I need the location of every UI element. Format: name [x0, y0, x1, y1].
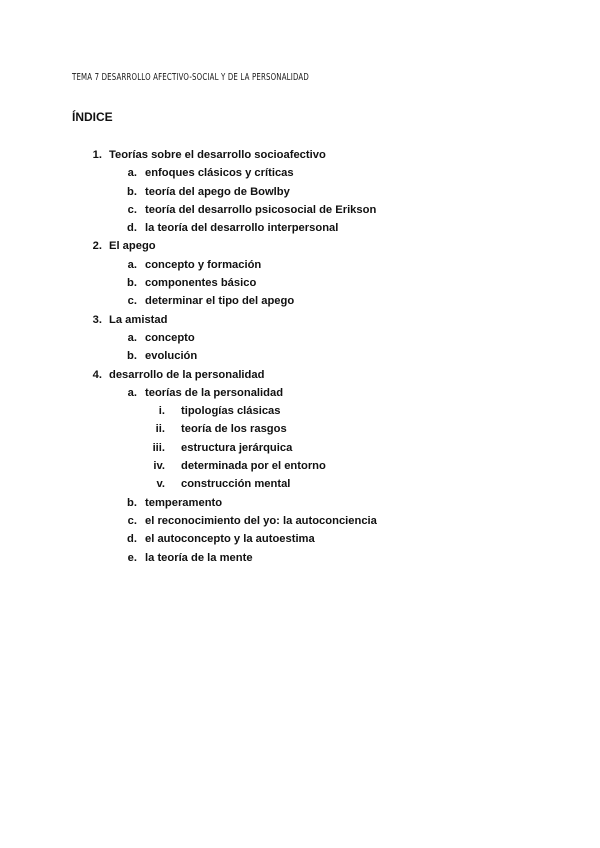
toc-item-level-2	[0, 512, 600, 530]
toc-item-level-2	[0, 274, 600, 292]
toc-item-marker: v.	[156, 478, 165, 491]
toc-item-text: teoría de los rasgos	[181, 423, 287, 436]
toc-item-text: concepto y formación	[145, 258, 262, 271]
toc-item-text: temperamento	[145, 496, 223, 509]
toc-item-marker: 4.	[92, 368, 102, 381]
toc-item-level-2	[0, 549, 600, 567]
toc-item-marker: b.	[127, 350, 137, 363]
toc-item-marker: b.	[127, 496, 137, 509]
toc-item-level-2	[0, 329, 600, 347]
toc-item-marker: c.	[127, 295, 137, 308]
toc-item-level-2	[0, 164, 600, 182]
toc-item-marker: a.	[127, 331, 137, 344]
toc-item-text: el reconocimiento del yo: la autoconciencia	[145, 514, 377, 527]
toc-item-text: Teorías sobre el desarrollo socioafectivo	[109, 149, 326, 161]
toc-item-level-2	[0, 256, 600, 274]
toc-item-text: determinada por el entorno	[181, 460, 326, 473]
toc-item-text: teorías de la personalidad	[145, 386, 284, 399]
toc-item-level-1	[0, 237, 600, 255]
toc-item-marker: c.	[127, 203, 137, 216]
document-header-title: TEMA 7 DESARROLLO AFECTIVO-SOCIAL Y DE LA PERSONALIDAD	[72, 72, 309, 83]
toc-item-marker: a.	[127, 167, 137, 180]
toc-item-text: El apego	[109, 240, 156, 253]
toc-item-text: teoría del apego de Bowlby	[145, 185, 290, 198]
toc-item-level-3	[0, 420, 600, 438]
toc-item-text: enfoques clásicos y críticas	[145, 167, 294, 180]
toc-item-text: desarrollo de la personalidad	[109, 368, 265, 381]
toc-item-level-2	[0, 292, 600, 310]
toc-item-level-2	[0, 347, 600, 365]
toc-item-marker: b.	[127, 185, 137, 198]
toc-item-marker: iii.	[152, 441, 165, 454]
toc-item-marker: d.	[127, 222, 137, 235]
toc-item-marker: a.	[127, 386, 137, 399]
toc-item-level-3	[0, 402, 600, 420]
toc-item-marker: 3.	[92, 313, 102, 326]
toc-item-level-2	[0, 384, 600, 402]
toc-item-marker: d.	[127, 533, 137, 546]
toc-item-level-2	[0, 183, 600, 201]
toc-item-level-2	[0, 494, 600, 512]
toc-item-marker: b.	[127, 277, 137, 290]
toc-item-level-2	[0, 219, 600, 237]
table-of-contents	[0, 146, 600, 567]
toc-item-marker: e.	[127, 551, 137, 564]
toc-item-marker: iv.	[153, 460, 165, 473]
toc-item-text: La amistad	[109, 313, 168, 326]
toc-item-text: determinar el tipo del apego	[145, 295, 295, 308]
toc-item-marker: ii.	[155, 423, 165, 436]
toc-item-marker: 1.	[92, 149, 102, 161]
toc-item-text: el autoconcepto y la autoestima	[145, 533, 315, 546]
toc-item-level-2	[0, 530, 600, 548]
toc-item-text: la teoría de la mente	[145, 551, 253, 564]
toc-item-text: construcción mental	[181, 478, 291, 491]
toc-item-level-1	[0, 366, 600, 384]
toc-item-text: tipologías clásicas	[181, 405, 281, 418]
toc-item-level-3	[0, 457, 600, 475]
toc-item-text: teoría del desarrollo psicosocial de Erikson	[145, 203, 377, 216]
toc-item-marker: 2.	[92, 240, 102, 253]
toc-item-marker: c.	[127, 514, 137, 527]
toc-item-text: evolución	[145, 350, 198, 363]
toc-item-level-1	[0, 311, 600, 329]
toc-item-level-1	[0, 146, 600, 164]
toc-item-text: concepto	[145, 331, 195, 344]
toc-item-marker: a.	[127, 258, 137, 271]
toc-item-text: componentes básico	[145, 277, 257, 290]
toc-item-marker: i.	[158, 405, 165, 418]
toc-item-level-3	[0, 439, 600, 457]
toc-item-text: estructura jerárquica	[181, 441, 293, 454]
toc-item-level-2	[0, 201, 600, 219]
toc-item-text: la teoría del desarrollo interpersonal	[145, 222, 339, 235]
toc-item-level-3	[0, 475, 600, 493]
index-title: ÍNDICE	[72, 110, 113, 124]
